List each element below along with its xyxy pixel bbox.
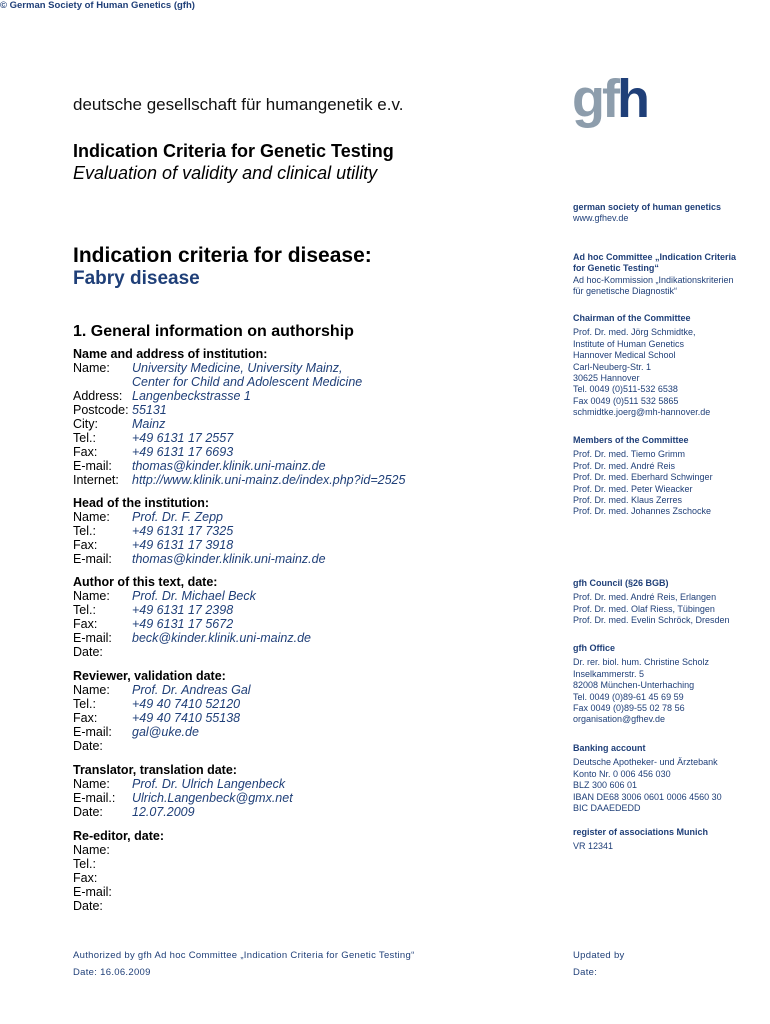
reviewer-block (73, 669, 251, 753)
sidebar-chairman (573, 313, 710, 419)
disease-name: Fabry disease (73, 268, 200, 289)
sidebar-line: Prof. Dr. med. Jörg Schmidtke, (573, 327, 696, 338)
field-label: Fax: (73, 538, 98, 552)
field-row (73, 389, 405, 403)
sidebar-line: organisation@gfhev.de (573, 714, 666, 725)
footer-authorized: Authorized by gfh Ad hoc Committee „Indication Criteria for Genetic Testing“ (73, 950, 415, 961)
footer-updated-date: Date: (573, 967, 598, 978)
sidebar-committee (573, 252, 736, 298)
sidebar-line: Inselkammerstr. 5 (573, 668, 645, 679)
field-value: +49 40 7410 52120 (132, 697, 241, 711)
sidebar-society (573, 202, 721, 225)
sidebar-line: Prof. Dr. med. Peter Wieacker (573, 483, 693, 494)
sidebar-heading: Chairman of the Committee (573, 313, 691, 323)
sidebar-line: Tel. 0049 (0)89-61 45 69 59 (573, 691, 684, 702)
field-label: Address: (73, 389, 123, 403)
sidebar-line: Prof. Dr. med. Klaus Zerres (573, 495, 683, 506)
sidebar-line: Carl-Neuberg-Str. 1 (573, 361, 652, 372)
field-label: Name: (73, 777, 110, 791)
footer-date: Date: 16.06.2009 (73, 967, 151, 978)
sidebar-line: Prof. Dr. med. Johannes Zschocke (573, 506, 712, 517)
organization-name: deutsche gesellschaft für humangenetik e.v. (73, 95, 404, 114)
field-label: E-mail: (73, 725, 112, 739)
field-row (73, 711, 251, 725)
field-row (73, 403, 405, 417)
field-label: E-mail: (73, 631, 112, 645)
sidebar-line: Prof. Dr. med. André Reis, Erlangen (573, 592, 717, 603)
field-value: 12.07.2009 (132, 805, 195, 819)
sidebar-line: Konto Nr. 0 006 456 030 (573, 768, 671, 779)
field-label (73, 375, 132, 389)
field-label: Date: (73, 739, 103, 753)
field-row (73, 697, 251, 711)
field-row (73, 777, 293, 791)
sidebar-line: 82008 München-Unterhaching (573, 680, 695, 691)
sidebar-line: german society of human genetics (573, 202, 722, 212)
field-label: City: (73, 417, 98, 431)
field-value: +49 6131 17 5672 (132, 617, 234, 631)
field-label: Date: (73, 899, 103, 913)
sidebar-line: IBAN DE68 3006 0601 0006 4560 30 (573, 791, 722, 802)
sidebar-council (573, 578, 730, 627)
field-row (73, 645, 311, 659)
sidebar-line: 30625 Hannover (573, 373, 640, 384)
field-row (73, 510, 326, 524)
gfh-logo (572, 69, 647, 129)
field-label: Internet: (73, 473, 119, 487)
field-value: University Medicine, University Mainz, (132, 361, 343, 375)
sidebar-line: für genetische Diagnostik“ (573, 286, 678, 297)
field-label: Tel.: (73, 697, 96, 711)
field-value: Prof. Dr. Andreas Gal (132, 683, 251, 697)
sidebar-members (573, 435, 713, 518)
field-row (73, 843, 164, 857)
sidebar-line: BIC DAAEDEDD (573, 803, 641, 814)
field-row (73, 791, 293, 805)
sidebar-office (573, 643, 709, 726)
sidebar-line: Prof. Dr. med. Evelin Schröck, Dresden (573, 615, 730, 626)
field-label: Name: (73, 361, 110, 375)
sidebar-line: BLZ 300 606 01 (573, 780, 638, 791)
field-label: E-mail: (73, 459, 112, 473)
field-value: Center for Child and Adolescent Medicine (132, 375, 363, 389)
field-label: Date: (73, 645, 103, 659)
sidebar-banking (573, 743, 722, 814)
field-label: E-mail: (73, 885, 112, 899)
field-row (73, 524, 326, 538)
field-label: Fax: (73, 871, 98, 885)
sidebar-line: VR 12341 (573, 841, 614, 852)
field-row (73, 361, 405, 375)
field-value: Prof. Dr. Ulrich Langenbeck (132, 777, 286, 791)
field-value: gal@uke.de (132, 725, 199, 739)
field-label: Fax: (73, 617, 98, 631)
field-label: Fax: (73, 445, 98, 459)
sidebar-line: Fax 0049 (0)89-55 02 78 56 (573, 703, 685, 714)
author-block (73, 575, 311, 659)
field-value: +49 40 7410 55138 (132, 711, 241, 725)
field-row (73, 375, 405, 389)
field-label: Postcode: (73, 403, 129, 417)
field-row (73, 683, 251, 697)
sidebar-heading: register of associations Munich (573, 827, 709, 837)
field-label: Tel.: (73, 431, 96, 445)
field-label: Name: (73, 843, 110, 857)
field-value: 55131 (132, 403, 167, 417)
field-row (73, 589, 311, 603)
field-row (73, 805, 293, 819)
field-row (73, 899, 164, 913)
field-label: E-mail.: (73, 791, 116, 805)
field-label: Tel.: (73, 524, 96, 538)
block-heading: Name and address of institution: (73, 347, 268, 361)
block-heading: Head of the institution: (73, 496, 210, 510)
field-label: Name: (73, 589, 110, 603)
sidebar-line: Ad hoc-Kommission „Indikationskriterien (573, 274, 734, 285)
sidebar-line: Tel. 0049 (0)511-532 6538 (573, 384, 678, 395)
translator-block (73, 763, 293, 819)
field-row (73, 445, 405, 459)
field-value: +49 6131 17 7325 (132, 524, 234, 538)
sidebar-line: Institute of Human Genetics (573, 338, 685, 349)
sidebar-line: Fax 0049 (0)511 532 5865 (573, 395, 679, 406)
logo-letter-h: h (616, 69, 647, 129)
field-value: thomas@kinder.klinik.uni-mainz.de (132, 552, 326, 566)
sidebar-line: Ad hoc Committee „Indication Criteria (573, 252, 737, 262)
field-label: Fax: (73, 711, 98, 725)
field-value: http://www.klinik.uni-mainz.de/index.php?id=2525 (132, 473, 406, 487)
section-heading: 1. General information on authorship (73, 323, 354, 340)
field-value: +49 6131 17 2398 (132, 603, 234, 617)
field-row (73, 459, 405, 473)
field-label: Name: (73, 510, 110, 524)
reeditor-block (73, 829, 164, 913)
field-row (73, 617, 311, 631)
block-heading: Re-editor, date: (73, 829, 164, 843)
disease-heading: Indication criteria for disease: (73, 244, 372, 267)
field-value: Ulrich.Langenbeck@gmx.net (132, 791, 293, 805)
field-label: Tel.: (73, 857, 96, 871)
field-value: Langenbeckstrasse 1 (132, 389, 251, 403)
field-row (73, 725, 251, 739)
head-of-institution-block (73, 496, 326, 566)
field-value: +49 6131 17 2557 (132, 431, 234, 445)
field-value: beck@kinder.klinik.uni-mainz.de (132, 631, 311, 645)
sidebar-line: schmidtke.joerg@mh-hannover.de (573, 407, 711, 418)
field-row (73, 603, 311, 617)
sidebar-line: Deutsche Apotheker- und Ärztebank (573, 757, 718, 768)
sidebar-line: Prof. Dr. med. Tiemo Grimm (573, 449, 686, 460)
sidebar-heading: Members of the Committee (573, 435, 689, 445)
field-row (73, 538, 326, 552)
document-subtitle: Evaluation of validity and clinical utility (73, 163, 378, 183)
block-heading: Reviewer, validation date: (73, 669, 226, 683)
field-row (73, 871, 164, 885)
document-title: Indication Criteria for Genetic Testing (73, 141, 394, 161)
logo-letters-gf: gf (572, 69, 617, 129)
field-row (73, 431, 405, 445)
footer-updated-by: Updated by (573, 950, 625, 961)
field-row (73, 552, 326, 566)
sidebar-register (573, 827, 708, 853)
field-label: Tel.: (73, 603, 96, 617)
sidebar-line: Prof. Dr. med. Eberhard Schwinger (573, 472, 713, 483)
sidebar-line: www.gfhev.de (573, 213, 629, 224)
sidebar-line: Hannover Medical School (573, 350, 676, 361)
sidebar-heading: gfh Council (§26 BGB) (573, 578, 669, 588)
field-row (73, 473, 405, 487)
copyright: © German Society of Human Genetics (gfh) (0, 0, 195, 11)
field-row (73, 631, 311, 645)
block-heading: Author of this text, date: (73, 575, 218, 589)
field-label: Name: (73, 683, 110, 697)
field-value: +49 6131 17 6693 (132, 445, 234, 459)
field-value: +49 6131 17 3918 (132, 538, 234, 552)
field-label: E-mail: (73, 552, 112, 566)
sidebar-line: Prof. Dr. med. André Reis (573, 460, 676, 471)
sidebar-heading: gfh Office (573, 643, 615, 653)
field-label: Date: (73, 805, 103, 819)
field-row (73, 417, 405, 431)
institution-block (73, 347, 405, 487)
field-row (73, 857, 164, 871)
field-row (73, 885, 164, 899)
block-heading: Translator, translation date: (73, 763, 237, 777)
field-value: Prof. Dr. F. Zepp (132, 510, 224, 524)
sidebar-line: Prof. Dr. med. Olaf Riess, Tübingen (573, 603, 715, 614)
field-value: Prof. Dr. Michael Beck (132, 589, 256, 603)
field-value: Mainz (132, 417, 166, 431)
sidebar-line: Dr. rer. biol. hum. Christine Scholz (573, 657, 710, 668)
field-value: thomas@kinder.klinik.uni-mainz.de (132, 459, 326, 473)
sidebar-line: for Genetic Testing“ (573, 263, 659, 274)
field-row (73, 739, 251, 753)
sidebar-heading: Banking account (573, 743, 646, 753)
